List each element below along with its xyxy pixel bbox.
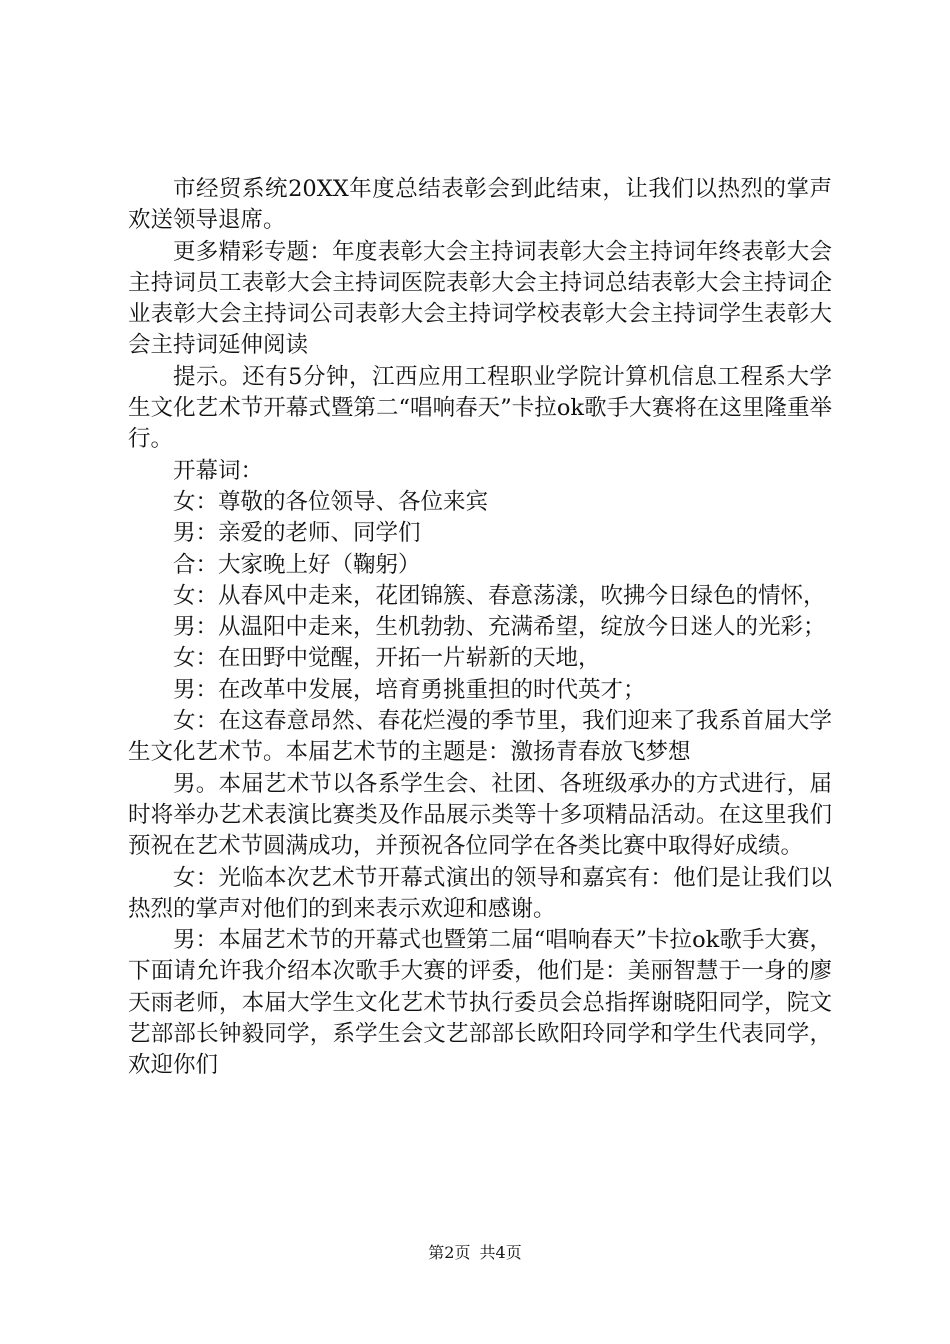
paragraph: 市经贸系统20XX年度总结表彰会到此结束，让我们以热烈的掌声欢送领导退席。: [128, 176, 832, 234]
paragraph: 男：从温阳中走来，生机勃勃、充满希望，绽放今日迷人的光彩；: [173, 614, 826, 641]
paragraph: 合：大家晚上好（鞠躬）: [173, 551, 421, 578]
paragraph: 男：在改革中发展，培育勇挑重担的时代英才；: [173, 676, 646, 703]
paragraph: 提示。还有5分钟，江西应用工程职业学院计算机信息工程系大学生文化艺术节开幕式暨第二“唱响春天”卡拉ok歌手大赛将在这里隆重举行。: [128, 363, 832, 453]
page-footer: [0, 1243, 950, 1263]
paragraph: 女：在这春意昂然、春花烂漫的季节里，我们迎来了我系首届大学生文化艺术节。本届艺术节的主题是：激扬青春放飞梦想: [128, 708, 832, 766]
paragraph: 女：尊敬的各位领导、各位来宾: [173, 488, 489, 515]
document-body: [128, 174, 832, 1082]
paragraph: 女：在田野中觉醒，开拓一片崭新的天地，: [173, 645, 601, 672]
paragraph: 男：本届艺术节的开幕式也暨第二届“唱响春天”卡拉ok歌手大赛，下面请允许我介绍本次歌手大赛的评委，他们是：美丽智慧于一身的廖天雨老师，本届大学生文化艺术节执行委员会总指挥谢晓阳同学，院文艺部部长钟毅同学，系学生会文艺部部长欧阳玲同学和学生代表同学，欢迎你们: [128, 927, 832, 1079]
paragraph: 女：光临本次艺术节开幕式演出的领导和嘉宾有：他们是让我们以热烈的掌声对他们的到来表示欢迎和感谢。: [128, 864, 832, 922]
paragraph: 男：亲爱的老师、同学们: [173, 520, 421, 547]
paragraph: 女：从春风中走来，花团锦簇、春意荡漾，吹拂今日绿色的情怀，: [173, 582, 826, 609]
page-total: 共4页: [479, 1243, 522, 1262]
page-number: 第2页: [428, 1243, 471, 1262]
paragraph: 更多精彩专题：年度表彰大会主持词表彰大会主持词年终表彰大会主持词员工表彰大会主持词医院表彰大会主持词总结表彰大会主持词企业表彰大会主持词公司表彰大会主持词学校表彰大会主持词学生表彰大会主持词延伸阅读: [128, 238, 832, 359]
paragraph: 开幕词：: [173, 457, 264, 484]
paragraph: 男。本届艺术节以各系学生会、社团、各班级承办的方式进行，届时将举办艺术表演比赛类及作品展示类等十多项精品活动。在这里我们预祝在艺术节圆满成功，并预祝各位同学在各类比赛中取得好成绩。: [128, 770, 832, 860]
